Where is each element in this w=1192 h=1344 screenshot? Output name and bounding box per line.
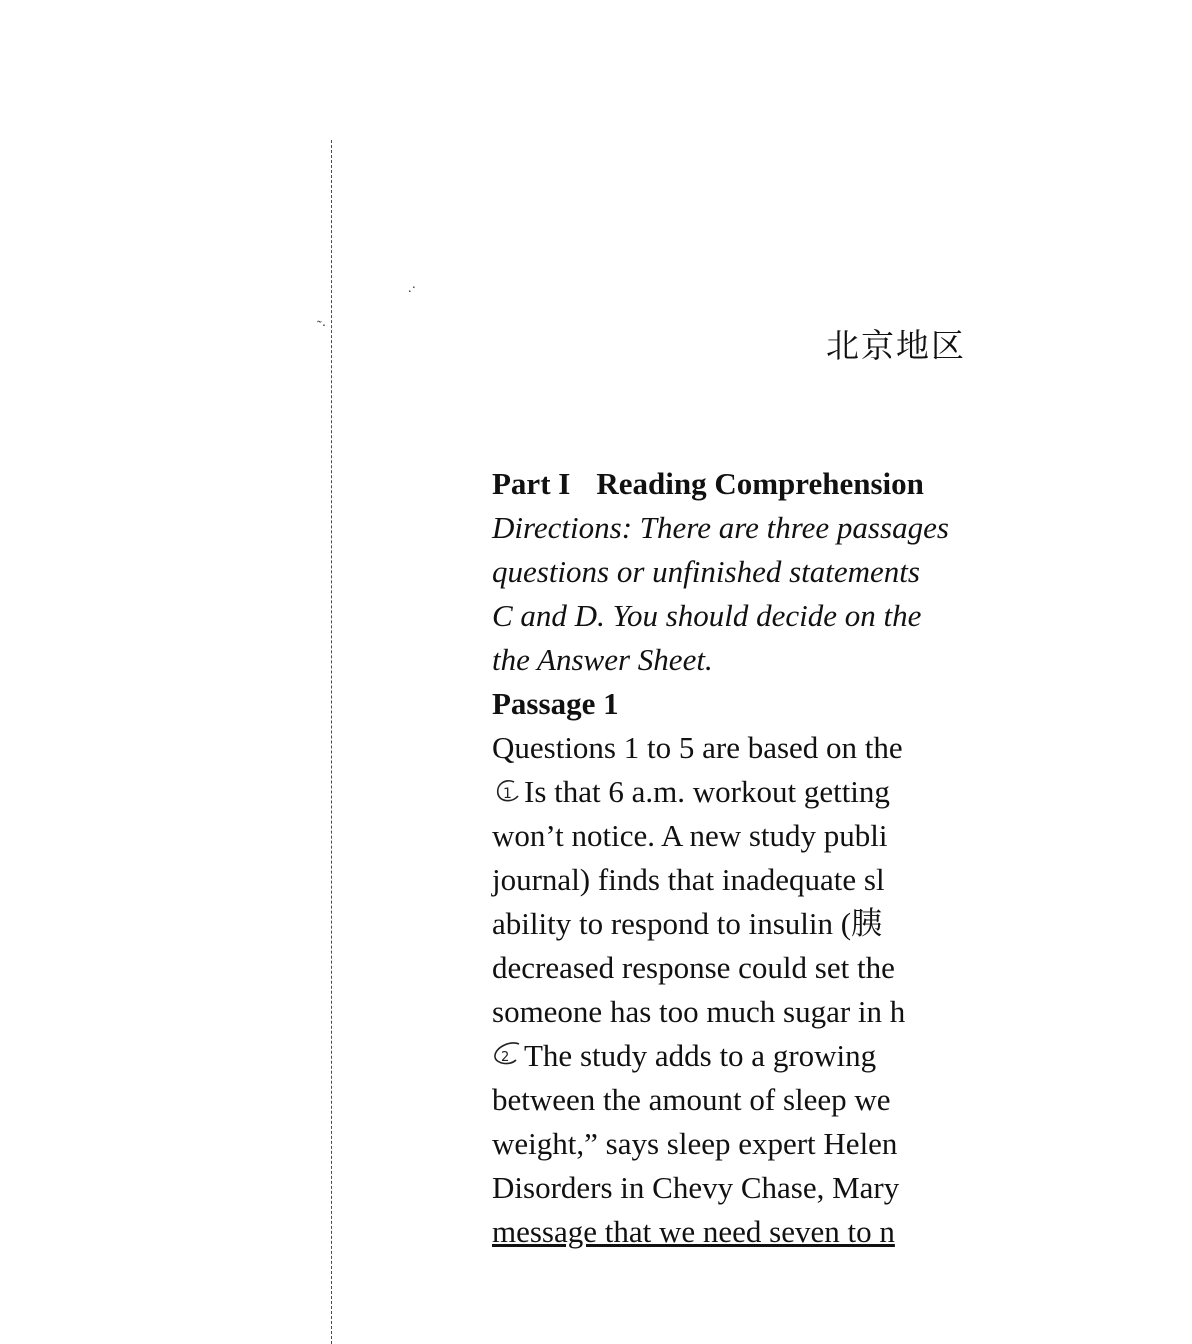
handwritten-circle-icon — [492, 1040, 522, 1070]
scan-speck: ˜· — [317, 319, 327, 334]
paragraph-mark-number: 2 — [501, 1050, 510, 1065]
page-header-title: 北京地区 — [826, 326, 966, 365]
passage-line: Disorders in Chevy Chase, Mary — [492, 1170, 900, 1205]
directions-line: the Answer Sheet. — [492, 642, 713, 677]
directions-line: C and D. You should decide on the — [492, 598, 922, 633]
passage-line-underlined: message that we need seven to n — [492, 1214, 895, 1249]
passage-line: weight,” says sleep expert Helen — [492, 1126, 898, 1161]
handwritten-circle-icon — [492, 776, 522, 806]
passage-line: journal) finds that inadequate sl — [492, 862, 885, 897]
passage-line: decreased response could set the — [492, 950, 895, 985]
passage-line: won’t notice. A new study publi — [492, 818, 888, 853]
part-heading — [492, 462, 1192, 506]
passage-line-text: Is that 6 a.m. workout getting — [524, 774, 890, 809]
passage-intro: Questions 1 to 5 are based on the — [492, 730, 903, 765]
paragraph-mark-number: 1 — [503, 786, 512, 802]
passage-title: Passage 1 — [492, 686, 619, 721]
directions-line: questions or unfinished statements — [492, 554, 920, 589]
passage-line: ability to respond to insulin (胰 — [492, 906, 883, 941]
scan-speck: .· — [408, 281, 417, 296]
passage-line: between the amount of sleep we — [492, 1082, 891, 1117]
passage-line-text: The study adds to a growing — [524, 1038, 877, 1073]
binding-margin-line — [331, 140, 332, 1344]
passage-line — [492, 1034, 1192, 1078]
paragraph-mark-1 — [492, 776, 522, 806]
passage-line — [492, 770, 1192, 814]
passage-line: someone has too much sugar in h — [492, 994, 906, 1029]
paragraph-mark-2 — [492, 1040, 522, 1070]
directions-line: Directions: There are three passages — [492, 510, 949, 545]
document-body — [492, 462, 1192, 1254]
part-title: Reading Comprehension — [596, 466, 924, 501]
part-label: Part I — [492, 466, 571, 501]
